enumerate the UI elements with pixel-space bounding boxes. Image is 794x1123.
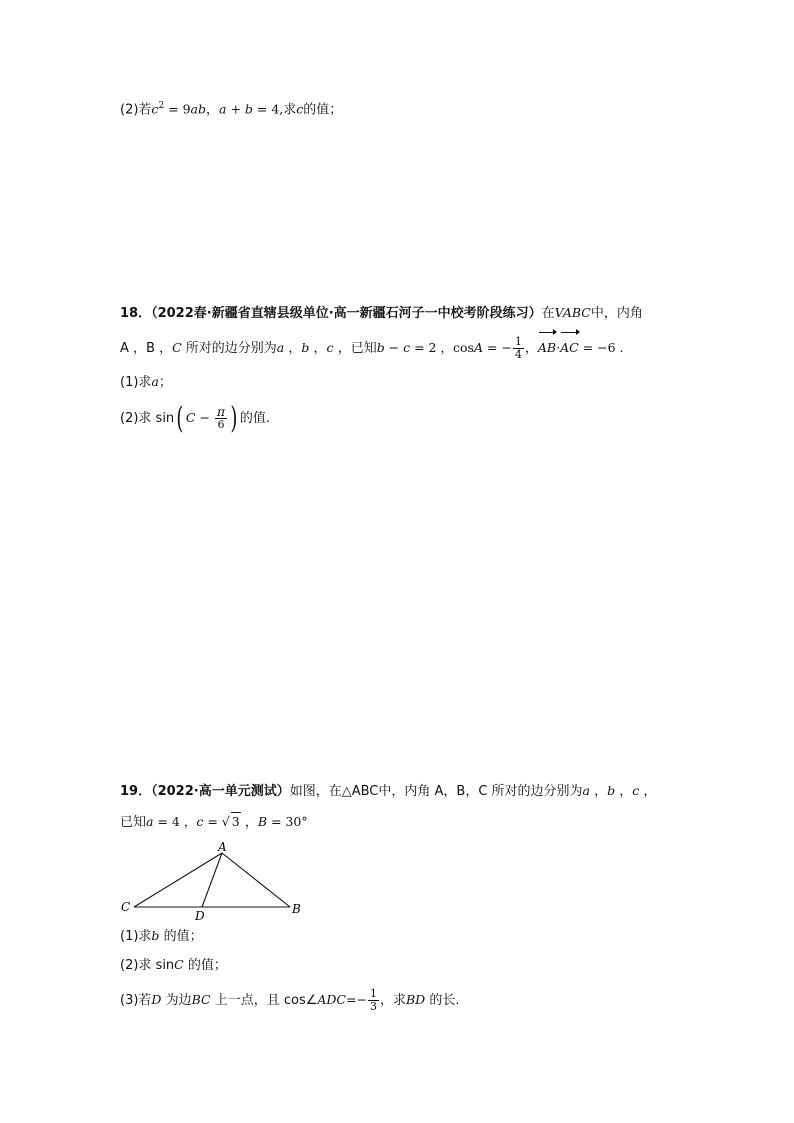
math-eq: = 9: [164, 101, 191, 117]
q19-line2: [120, 812, 308, 832]
math-eq-minus: =−: [346, 992, 367, 1007]
right-paren: ): [230, 400, 238, 436]
fraction-denominator: 4: [514, 348, 522, 361]
q19-sep: ，: [639, 784, 657, 799]
q17-tail: 的值；: [303, 102, 343, 118]
math-c: c: [196, 814, 204, 829]
math-b-minus-c: b − c: [376, 340, 411, 355]
math-exponent: 2: [158, 101, 165, 111]
fraction-one-quarter: [513, 336, 524, 361]
fraction-pi-over-6: [215, 406, 227, 431]
math-c: c: [326, 340, 334, 355]
q18-part1-tail: ；: [158, 375, 172, 390]
q18-part2-prefix: (2)求 sin: [120, 411, 175, 426]
q19-sep: ，: [589, 784, 608, 799]
math-a: a: [146, 814, 154, 829]
math-c: c: [632, 783, 640, 798]
math-eq-minus: = −: [482, 340, 512, 355]
vector-ab: AB: [538, 335, 556, 361]
math-C: C: [185, 410, 196, 425]
math-eq30: = 30°: [267, 814, 308, 829]
math-b: b: [607, 783, 616, 798]
math-eq4: = 4,: [252, 101, 284, 117]
math-B: B: [257, 814, 268, 829]
q19-part3-tail: 的长.: [425, 993, 460, 1008]
math-ADC: ADC: [317, 992, 346, 1007]
triangle-figure: [118, 836, 318, 922]
q18-number: 18．: [120, 306, 152, 321]
fraction-numerator: π: [216, 404, 226, 419]
math-C: C: [174, 957, 184, 972]
q19-intro: 如图，在△ABC中，内角 A，B，C 所对的边分别为: [289, 784, 583, 799]
fraction-denominator: 3: [369, 1000, 377, 1013]
q18-part1-prefix: (1)求: [120, 375, 152, 390]
q18-angles: A ，B ，: [120, 341, 173, 356]
q19-part2: [120, 956, 227, 975]
q19-part3-ask: ，求: [379, 993, 406, 1008]
q19-part3-cos: 上一点，且 cos∠: [210, 993, 318, 1008]
q19-part1-tail: 的值；: [159, 929, 203, 944]
q18-sep: ，: [284, 341, 302, 356]
q17-comma: ，: [206, 102, 220, 118]
fraction-numerator: 1: [514, 335, 522, 348]
q17-part2: [120, 97, 342, 119]
math-cos: cos: [453, 340, 474, 355]
math-a-plus-b: a + b: [219, 101, 253, 117]
math-BC: BC: [191, 992, 211, 1007]
sqrt-symbol: √: [221, 814, 230, 829]
q18-sep: ，: [524, 341, 538, 356]
math-eq-minus6: = −6 .: [578, 340, 624, 355]
q19-part3-mid: 为边: [161, 993, 192, 1008]
math-b: b: [301, 340, 310, 355]
q19-source: （2022·高一单元测试）: [151, 784, 290, 799]
q19-sep: ，: [240, 815, 258, 830]
q19-part3-prefix: (3)若: [120, 993, 152, 1008]
left-paren: (: [176, 400, 184, 436]
math-eq4: = 4 ，: [153, 814, 197, 829]
q19-part2-tail: 的值；: [183, 958, 227, 973]
vertex-label-b: B: [292, 902, 301, 916]
q18-part2-tail: 的值.: [239, 411, 270, 426]
vertex-label-a: A: [218, 840, 227, 854]
fraction-numerator: 1: [369, 987, 377, 1000]
math-a: a: [276, 340, 285, 355]
q19-part1-prefix: (1)求: [120, 929, 152, 944]
q18-line2: [120, 335, 624, 362]
math-minus: −: [195, 410, 214, 425]
q18-intro2: 中，内角: [590, 306, 643, 321]
q19-part2-prefix: (2)求 sin: [120, 958, 175, 973]
q19-line1: [120, 782, 656, 801]
q17-part2-prefix: (2)若: [120, 102, 152, 118]
q17-ask: 求: [283, 102, 297, 118]
math-ab: ab: [190, 101, 207, 117]
side-ab: [222, 853, 290, 907]
q19-part3: [120, 985, 459, 1016]
math-D: D: [151, 992, 162, 1007]
point-label-d: D: [195, 909, 205, 922]
q18-intro: 在: [541, 306, 555, 321]
math-BD: BD: [405, 992, 426, 1007]
fraction-denominator: 6: [217, 418, 225, 431]
math-eq: =: [203, 814, 222, 829]
math-c2: c: [296, 101, 304, 117]
math-eq2: = 2 ，: [410, 340, 453, 355]
math-a: a: [582, 783, 590, 798]
vertex-label-c: C: [121, 900, 131, 914]
math-b: b: [151, 928, 160, 943]
fraction-one-third: [368, 988, 379, 1013]
segment-ad: [202, 853, 222, 907]
q18-line1: [120, 304, 643, 323]
vector-ac: AC: [560, 335, 579, 361]
q19-part1: [120, 927, 203, 946]
q18-known: ，已知: [333, 341, 377, 356]
math-triangle-abc: VABC: [554, 305, 591, 320]
q18-source: （2022春·新疆省直辖县级单位·高一新疆石河子一中校考阶段练习）: [151, 306, 542, 321]
q19-sep: ，: [615, 784, 633, 799]
math-C: C: [172, 340, 182, 355]
sqrt-radicand: 3: [231, 814, 240, 829]
math-A: A: [473, 340, 483, 355]
math-c: c: [151, 101, 159, 117]
q18-part2: [120, 398, 270, 439]
q18-sides-text: 所对的边分别为: [181, 341, 277, 356]
side-ca: [134, 853, 222, 907]
math-a: a: [151, 374, 159, 389]
q19-number: 19．: [120, 784, 152, 799]
q18-part1: [120, 373, 172, 392]
q18-sep: ，: [309, 341, 327, 356]
math-dot: ·: [556, 340, 561, 355]
q19-known: 已知: [120, 815, 147, 830]
